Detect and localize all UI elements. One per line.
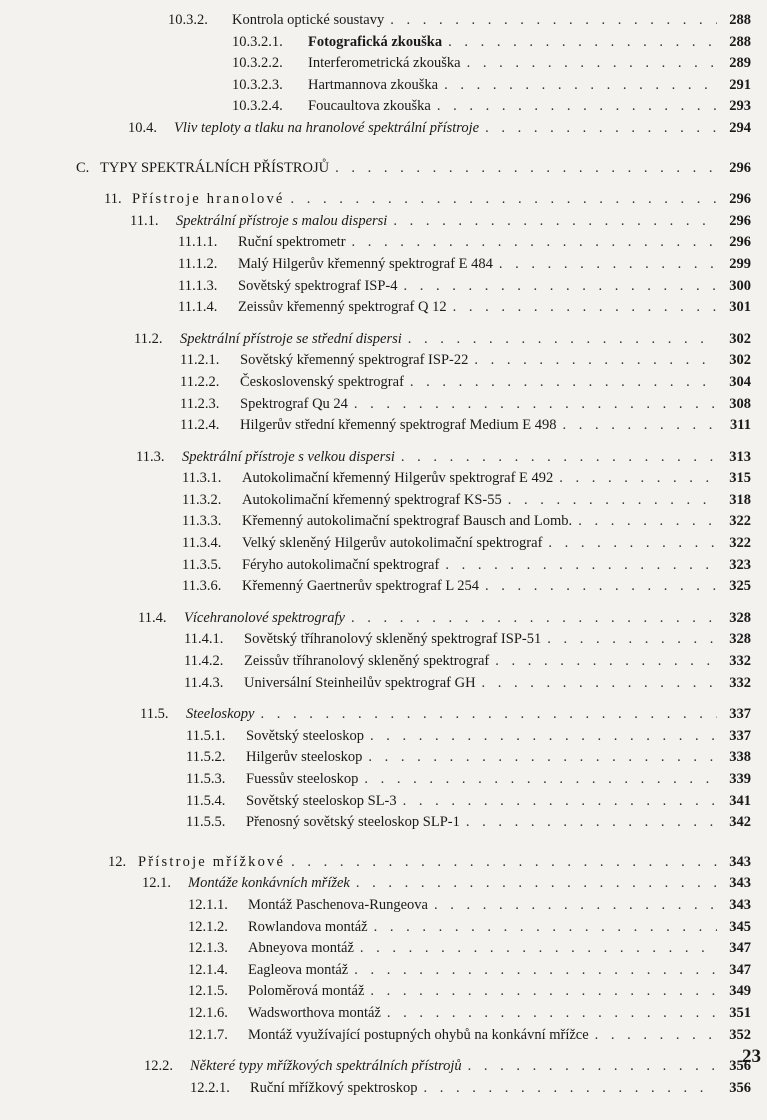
toc-entry-title: Některé typy mřížkových spektrálních přístrojů bbox=[190, 1058, 462, 1075]
toc-entry-title: Universální Steinheilův spektrograf GH bbox=[244, 674, 476, 691]
toc-entry-page: 322 bbox=[729, 535, 751, 552]
toc-entry-page: 294 bbox=[729, 119, 751, 136]
toc-entry-title: Wadsworthova montáž bbox=[248, 1004, 381, 1021]
dot-leader bbox=[466, 812, 717, 834]
toc-entry-page: 291 bbox=[729, 76, 751, 93]
toc-entry-title: Zeissův tříhranolový skleněný spektrograf bbox=[244, 653, 490, 670]
dot-leader bbox=[453, 297, 717, 319]
dot-leader bbox=[354, 394, 717, 416]
toc-entry-number: 11.4.3. bbox=[184, 674, 224, 691]
toc-entry bbox=[0, 447, 767, 469]
toc-entry-title: Abneyova montáž bbox=[248, 940, 354, 957]
toc-entry-title: Autokolimační křemenný spektrograf KS-55 bbox=[242, 491, 502, 508]
toc-entry-page: 332 bbox=[729, 653, 751, 670]
toc-entry-page: 289 bbox=[729, 55, 751, 72]
toc-entry-title: Přenosný sovětský steeloskop SLP-1 bbox=[246, 814, 460, 831]
toc-entry-number: 12.1.5. bbox=[188, 983, 228, 1000]
toc-entry-number: 11.3.4. bbox=[182, 535, 222, 552]
dot-leader bbox=[559, 468, 717, 490]
toc-entry-title: Spektrální přístroje se střední dispersi bbox=[180, 330, 402, 347]
toc-entry-page: 288 bbox=[729, 12, 751, 28]
toc-entry-page: 311 bbox=[730, 417, 751, 434]
toc-entry-page: 302 bbox=[729, 352, 751, 369]
toc-entry-title: Ruční mřížkový spektroskop bbox=[250, 1079, 418, 1096]
toc-entry-title: Velký skleněný Hilgerův autokolimační spektrograf bbox=[242, 535, 543, 552]
toc-entry bbox=[0, 533, 767, 555]
dot-leader bbox=[291, 852, 717, 874]
dot-leader bbox=[356, 873, 717, 895]
toc-entry bbox=[0, 608, 767, 630]
toc-entry-page: 315 bbox=[729, 470, 751, 487]
dot-leader bbox=[335, 158, 717, 180]
toc-entry-number: 11.2.2. bbox=[180, 373, 220, 390]
toc-entry-number: 11.3.1. bbox=[182, 470, 222, 487]
toc-entry-page: 304 bbox=[729, 373, 751, 390]
toc-entry-number: 11.3.3. bbox=[182, 513, 222, 530]
toc-entry-number: 11.2. bbox=[134, 330, 163, 347]
toc-entry-page: 318 bbox=[729, 491, 751, 508]
toc-entry bbox=[0, 555, 767, 577]
toc-entry-number: 10.3.2.1. bbox=[232, 33, 283, 50]
dot-leader bbox=[354, 960, 717, 982]
toc-entry bbox=[0, 32, 767, 54]
toc-entry-number: 11.5.1. bbox=[186, 727, 226, 744]
toc-entry-title: Sovětský steeloskop SL-3 bbox=[246, 792, 397, 809]
toc-entry bbox=[0, 938, 767, 960]
toc-entry bbox=[0, 211, 767, 233]
toc-entry-title: Spektrální přístroje s velkou dispersi bbox=[182, 448, 395, 465]
toc-entry bbox=[0, 673, 767, 695]
toc-entry-page: 347 bbox=[729, 961, 751, 978]
dot-leader bbox=[448, 32, 717, 54]
toc-entry-page: 296 bbox=[729, 191, 751, 208]
toc-entry-number: 11.3.2. bbox=[182, 491, 222, 508]
dot-leader bbox=[364, 769, 717, 791]
toc-entry bbox=[0, 53, 767, 75]
toc-entry-title: Křemenný autokolimační spektrograf Bausch and Lomb. bbox=[242, 513, 573, 530]
dot-leader bbox=[387, 1003, 717, 1025]
dot-leader bbox=[424, 1078, 717, 1100]
dot-leader bbox=[374, 917, 717, 939]
dot-leader bbox=[403, 791, 717, 813]
toc-entry-title: Vliv teploty a tlaku na hranolové spektrální přístroje bbox=[174, 119, 480, 136]
toc-entry-number: 11.3.5. bbox=[182, 556, 222, 573]
dot-leader bbox=[467, 53, 717, 75]
toc-entry bbox=[0, 1078, 767, 1100]
toc-entry-number: 12.1.3. bbox=[188, 940, 228, 957]
toc-entry-number: 11.5.3. bbox=[186, 771, 226, 787]
toc-entry-number: 10.3.2.2. bbox=[232, 55, 283, 72]
toc-entry-number: 11.5.4. bbox=[186, 792, 226, 809]
toc-entry bbox=[0, 1056, 767, 1078]
toc-entry-page: 302 bbox=[729, 330, 751, 347]
dot-leader bbox=[352, 232, 717, 254]
toc-entry-number: 11.1.3. bbox=[178, 277, 218, 294]
toc-entry-page: 342 bbox=[729, 814, 751, 831]
toc-entry-title: Vícehranolové spektrografy bbox=[184, 609, 345, 626]
toc-entry-number: 11.1. bbox=[130, 212, 159, 229]
toc-entry-title: Montáž Paschenova-Rungeova bbox=[248, 896, 428, 913]
toc-entry bbox=[0, 329, 767, 351]
dot-leader bbox=[547, 629, 717, 651]
toc-entry-page: 313 bbox=[729, 448, 751, 465]
toc-entry-page: 299 bbox=[729, 255, 751, 272]
toc-entry-number: 10.3.2.4. bbox=[232, 98, 283, 115]
toc-entry-number: 11.2.3. bbox=[180, 395, 220, 412]
toc-entry-page: 300 bbox=[729, 277, 751, 294]
dot-leader bbox=[495, 651, 717, 673]
toc-entry bbox=[0, 852, 767, 874]
toc-entry-number: 11.3. bbox=[136, 448, 165, 465]
toc-entry-number: 11.2.1. bbox=[180, 352, 220, 369]
toc-entry-title: Steeloskopy bbox=[186, 706, 255, 723]
toc-entry bbox=[0, 394, 767, 416]
toc-entry bbox=[0, 297, 767, 319]
toc-entry bbox=[0, 576, 767, 598]
toc-entry-page: 345 bbox=[729, 918, 751, 935]
toc-entry-page: 293 bbox=[729, 98, 751, 115]
toc-entry bbox=[0, 96, 767, 118]
toc-entry bbox=[0, 960, 767, 982]
toc-entry bbox=[0, 468, 767, 490]
toc-entry-title: Hartmannova zkouška bbox=[308, 76, 439, 93]
toc-entry-number: 12.1.1. bbox=[188, 896, 228, 913]
toc-entry-page: 325 bbox=[729, 578, 751, 595]
toc-entry-title: Malý Hilgerův křemenný spektrograf E 484 bbox=[238, 255, 493, 272]
toc-entry-title: Interferometrická zkouška bbox=[308, 55, 461, 72]
toc-entry bbox=[0, 812, 767, 834]
dot-leader bbox=[410, 372, 717, 394]
dot-leader bbox=[408, 329, 717, 351]
toc-entry-page: 308 bbox=[729, 395, 751, 412]
dot-leader bbox=[474, 350, 717, 372]
toc-entry-title: Sovětský spektrograf ISP-4 bbox=[238, 277, 398, 294]
toc-entry-number: 12.1.6. bbox=[188, 1004, 228, 1021]
toc-entry-page: 343 bbox=[729, 853, 751, 870]
toc-entry-page: 347 bbox=[729, 940, 751, 957]
toc-entry-page: 332 bbox=[729, 674, 751, 691]
toc-entry-page: 296 bbox=[729, 159, 751, 176]
toc-entry-title: Kontrola optické soustavy bbox=[232, 12, 385, 28]
toc-entry-number: 11.5. bbox=[140, 706, 169, 723]
toc-entry-title: Sovětský křemenný spektrograf ISP-22 bbox=[240, 352, 469, 369]
toc-entry bbox=[0, 873, 767, 895]
toc-entry-title: Montáž využívající postupných ohybů na konkávní mřížce bbox=[248, 1026, 589, 1043]
toc-entry-page: 288 bbox=[729, 33, 751, 50]
toc-entry bbox=[0, 726, 767, 748]
toc-entry-number: 11.4. bbox=[138, 609, 167, 626]
toc-entry-number: 12.2.1. bbox=[190, 1079, 230, 1096]
dot-leader bbox=[360, 938, 717, 960]
toc-entry-title: Spektrální přístroje s malou dispersi bbox=[176, 212, 388, 229]
toc-entry-page: 337 bbox=[729, 727, 751, 744]
toc-entry-page: 301 bbox=[729, 299, 751, 316]
toc-entry-number: 10.3.2. bbox=[168, 12, 208, 28]
toc-entry-number: 11.5.2. bbox=[186, 749, 226, 766]
dot-leader bbox=[508, 490, 717, 512]
toc-entry bbox=[0, 704, 767, 726]
toc-entry-page: 352 bbox=[729, 1026, 751, 1043]
toc-entry-page: 323 bbox=[729, 556, 751, 573]
toc-entry bbox=[0, 791, 767, 813]
toc-entry-page: 339 bbox=[729, 771, 751, 787]
toc-entry-number: 11.4.2. bbox=[184, 653, 224, 670]
toc-entry-number: 12.1.7. bbox=[188, 1026, 228, 1043]
toc-entry-page: 356 bbox=[729, 1058, 751, 1075]
dot-leader bbox=[401, 447, 717, 469]
toc-entry-number: 11.1.4. bbox=[178, 299, 218, 316]
toc-entry-number: 11.1.2. bbox=[178, 255, 218, 272]
toc-entry-number: 12.1.2. bbox=[188, 918, 228, 935]
toc-entry-title: Poloměrová montáž bbox=[248, 983, 365, 1000]
toc-entry-title: Montáže konkávních mřížek bbox=[188, 875, 350, 892]
dot-leader bbox=[485, 118, 717, 140]
toc-entry-number: 12. bbox=[108, 853, 127, 870]
toc-entry-title: Hilgerův steeloskop bbox=[246, 749, 363, 766]
page-number: 23 bbox=[742, 1046, 761, 1067]
dot-leader bbox=[404, 276, 718, 298]
toc-entry-page: 296 bbox=[729, 234, 751, 251]
dot-leader bbox=[444, 75, 717, 97]
toc-entry-title: Sovětský steeloskop bbox=[246, 727, 365, 744]
toc-entry-page: 337 bbox=[729, 706, 751, 723]
toc-entry-title: Ruční spektrometr bbox=[238, 234, 346, 251]
toc-entry-title: Přístroje hranolové bbox=[132, 191, 285, 208]
toc-entry-number: 11.3.6. bbox=[182, 578, 222, 595]
dot-leader bbox=[563, 415, 717, 437]
toc-entry bbox=[0, 1025, 767, 1047]
toc-entry-page: 349 bbox=[729, 983, 751, 1000]
toc-entry bbox=[0, 490, 767, 512]
toc-entry-page: 343 bbox=[729, 896, 751, 913]
toc-entry-number: 11.1.1. bbox=[178, 234, 218, 251]
toc-entry-title: Přístroje mřížkové bbox=[138, 853, 286, 870]
toc-entry-page: 341 bbox=[729, 792, 751, 809]
toc-entry bbox=[0, 372, 767, 394]
toc-entry bbox=[0, 350, 767, 372]
toc-entry bbox=[0, 75, 767, 97]
dot-leader bbox=[548, 533, 717, 555]
toc-entry-number: 12.2. bbox=[144, 1058, 173, 1075]
toc-entry-title: Féryho autokolimační spektrograf bbox=[242, 556, 440, 573]
toc-entry-page: 351 bbox=[729, 1004, 751, 1021]
toc-entry bbox=[0, 118, 767, 140]
dot-leader bbox=[291, 189, 717, 211]
toc-entry bbox=[0, 511, 767, 533]
toc-entry bbox=[0, 254, 767, 276]
dot-leader bbox=[351, 608, 717, 630]
toc-entry-title: Autokolimační křemenný Hilgerův spektrograf E 492 bbox=[242, 470, 554, 487]
toc-entry-page: 356 bbox=[729, 1079, 751, 1096]
dot-leader bbox=[485, 576, 717, 598]
toc-entry-number: 11.5.5. bbox=[186, 814, 226, 831]
toc-entry bbox=[0, 629, 767, 651]
toc-entry bbox=[0, 747, 767, 769]
dot-leader bbox=[595, 1025, 717, 1047]
dot-leader bbox=[390, 10, 717, 32]
toc-entry-number: 12.1.4. bbox=[188, 961, 228, 978]
toc-entry bbox=[0, 981, 767, 1003]
toc-entry bbox=[0, 276, 767, 298]
toc-entry-number: 10.3.2.3. bbox=[232, 76, 283, 93]
dot-leader bbox=[445, 555, 717, 577]
toc-entry-title: TYPY SPEKTRÁLNÍCH PŘÍSTROJŮ bbox=[100, 159, 330, 176]
dot-leader bbox=[370, 981, 717, 1003]
toc-entry-number: 12.1. bbox=[142, 875, 171, 892]
dot-leader bbox=[437, 96, 717, 118]
toc-entry bbox=[0, 415, 767, 437]
dot-leader bbox=[260, 704, 717, 726]
toc-entry-number: 11.2.4. bbox=[180, 417, 220, 434]
toc-entry bbox=[0, 10, 767, 32]
dot-leader bbox=[434, 895, 717, 917]
toc-entry-page: 296 bbox=[729, 212, 751, 229]
toc-entry-title: Rowlandova montáž bbox=[248, 918, 368, 935]
toc-entry-number: 10.4. bbox=[128, 119, 157, 136]
dot-leader bbox=[578, 511, 717, 533]
toc-entry-page: 328 bbox=[729, 631, 751, 648]
dot-leader bbox=[499, 254, 717, 276]
toc-entry-page: 328 bbox=[729, 609, 751, 626]
toc-entry-number: 11. bbox=[104, 191, 122, 208]
dot-leader bbox=[393, 211, 717, 233]
toc-entry-title: Fotografická zkouška bbox=[308, 33, 443, 50]
toc-entry bbox=[0, 917, 767, 939]
toc-entry bbox=[0, 895, 767, 917]
toc-entry-title: Zeissův křemenný spektrograf Q 12 bbox=[238, 299, 447, 316]
toc-entry-number: C. bbox=[76, 159, 90, 176]
toc-entry-title: Spektrograf Qu 24 bbox=[240, 395, 348, 412]
table-of-contents bbox=[0, 10, 767, 1099]
toc-entry-title: Foucaultova zkouška bbox=[308, 98, 431, 115]
toc-entry-title: Eagleova montáž bbox=[248, 961, 349, 978]
dot-leader bbox=[368, 747, 717, 769]
toc-entry bbox=[0, 651, 767, 673]
dot-leader bbox=[468, 1056, 717, 1078]
toc-entry bbox=[0, 189, 767, 211]
toc-entry bbox=[0, 769, 767, 791]
toc-entry-title: Sovětský tříhranolový skleněný spektrograf ISP-51 bbox=[244, 631, 542, 648]
toc-entry-title: Československý spektrograf bbox=[240, 373, 404, 390]
toc-entry bbox=[0, 1003, 767, 1025]
dot-leader bbox=[482, 673, 717, 695]
toc-entry-title: Hilgerův střední křemenný spektrograf Medium E 498 bbox=[240, 417, 557, 434]
toc-entry-page: 343 bbox=[729, 875, 751, 892]
toc-entry-page: 322 bbox=[729, 513, 751, 530]
toc-entry-number: 11.4.1. bbox=[184, 631, 224, 648]
toc-entry-title: Křemenný Gaertnerův spektrograf L 254 bbox=[242, 578, 480, 595]
toc-entry-page: 338 bbox=[729, 749, 751, 766]
toc-entry-title: Fuessův steeloskop bbox=[246, 771, 359, 787]
toc-entry bbox=[0, 232, 767, 254]
dot-leader bbox=[370, 726, 717, 748]
toc-entry bbox=[0, 158, 767, 180]
